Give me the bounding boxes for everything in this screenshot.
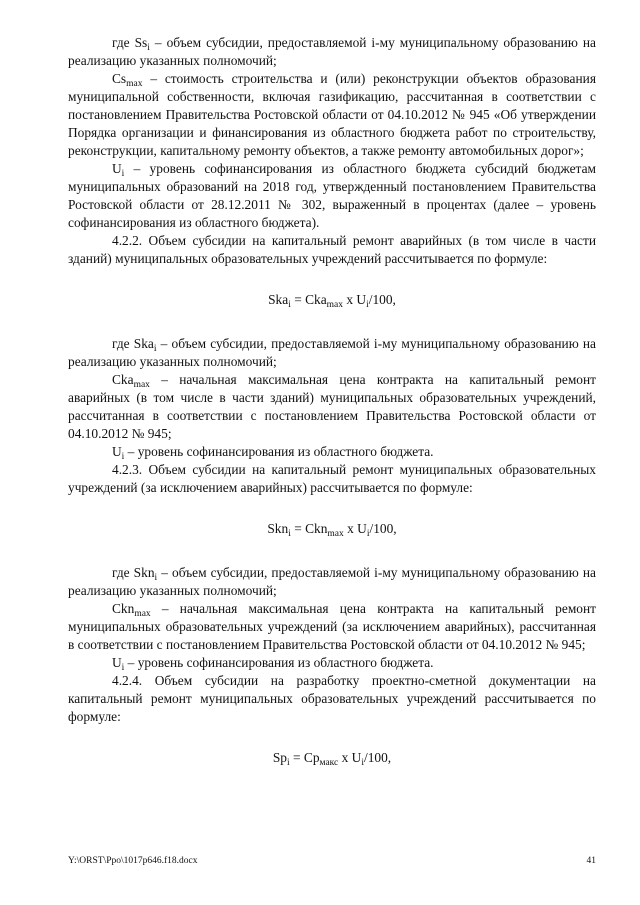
- formula-sp: $Sp_i = Cp_{макс}$ x $U_i/100$,: [272, 750, 392, 768]
- paragraph-ckn-definition: Ckn$_{max}$ – начальная максимальная цена контракта на капитальный ремонт муниципальных образовательных учреждений (за исключением аварийных), рассчитанная в соответствии с постановлением Правительства Ростовской области от 04.10.2012 № 945;: [68, 601, 596, 652]
- paragraph-skn-definition: где Skn$_i$ – объем субсидии, предоставляемой i-му муниципальному образованию на реализацию указанных полномочий;: [68, 565, 596, 598]
- section-4-2-4: 4.2.4. Объем субсидии на разработку проектно-сметной документации на капитальный ремонт муниципальных образовательных учреждений рассчитывается по формуле:: [68, 673, 596, 724]
- paragraph-cka-definition: Cka$_{max}$ – начальная максимальная цена контракта на капитальный ремонт аварийных (в том числе в части зданий) муниципальных образовательных учреждений, рассчитанная в соответствии с постановлением Правительства Ростовской области от 04.10.2012 № 945;: [68, 372, 596, 441]
- document-body: [68, 34, 596, 793]
- paragraph-cs-definition: $Cs_{max}$ – стоимость строительства и (или) реконструкции объектов образования муниципальной собственности, включая газификацию, рассчитанная в соответствии с постановлением Правительства Ростовской области от 04.10.2012 № 945 «Об утверждении Порядка организации и финансирования из областного бюджета работ по строительству, реконструкции, капитальному ремонту объектов, а также ремонту автомобильных дорог»;: [68, 71, 596, 158]
- paragraph-ss-definition: где $Ss_i$ – объем субсидии, предоставляемой i-му муниципальному образованию на реализацию указанных полномочий;: [68, 35, 596, 68]
- paragraph-u-definition: $U_i$ – уровень софинансирования из областного бюджета субсидий бюджетам муниципальных образований на 2018 год, утвержденный постановлением Правительства Ростовской области от 28.12.2011 № 302, выраженный в процентах (далее – уровень софинансирования из областного бюджета).: [68, 161, 596, 230]
- section-4-2-3: 4.2.3. Объем субсидии на капитальный ремонт муниципальных образовательных учреждений (за исключением аварийных) рассчитывается по формуле:: [68, 462, 596, 495]
- paragraph-ska-definition: где Ska$_i$ – объем субсидии, предоставляемой i-му муниципальному образованию на реализацию указанных полномочий;: [68, 336, 596, 369]
- section-4-2-2: 4.2.2. Объем субсидии на капитальный ремонт аварийных (в том числе в части зданий) муниципальных образовательных учреждений рассчитывается по формуле:: [68, 233, 596, 266]
- paragraph-u-definition-2: $U_i$ – уровень софинансирования из областного бюджета.: [112, 444, 434, 462]
- page-number: 41: [586, 856, 596, 866]
- paragraph-u-definition-3: $U_i$ – уровень софинансирования из областного бюджета.: [112, 655, 434, 673]
- file-path: Y:\ORST\Ppo\1017p646.f18.docx: [68, 856, 198, 866]
- formula-skn: Skn$_i$ = Ckn$_{max}$ x $U_i/100$,: [267, 521, 397, 539]
- formula-ska: Ska$_i$ = Cka$_{max}$ x $U_i/100$,: [268, 292, 396, 310]
